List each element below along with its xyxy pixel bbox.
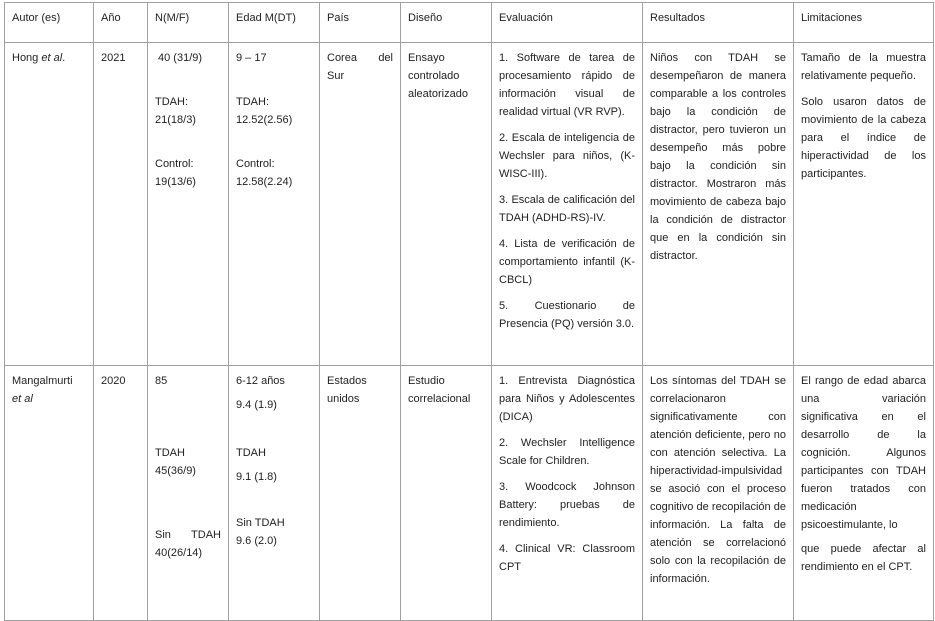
evaluation-item: 3. Escala de calificación del TDAH (ADHD-RS)-IV. <box>499 194 635 224</box>
table-container <box>4 2 934 621</box>
n-tdah: 21(18/3) <box>155 114 196 126</box>
header-results: Resultados <box>643 3 794 43</box>
n-tdah-label: TDAH <box>155 447 185 459</box>
n-sin-label: Sin TDAH <box>155 529 221 541</box>
cell-design: Estudio correlacional <box>401 366 492 621</box>
age-tdah-label: TDAH: <box>236 96 269 108</box>
age-tdah: 12.52(2.56) <box>236 114 293 126</box>
age-range: 6-12 años <box>236 375 285 387</box>
evaluation-item: 1. Software de tarea de procesamiento rápido de información visual de realidad virtual (VR RVP). <box>499 52 635 118</box>
author-name: Hong <box>12 52 39 64</box>
cell-design: Ensayo controlado aleatorizado <box>401 43 492 366</box>
cell-age <box>229 43 320 366</box>
n-total: 85 <box>155 375 168 387</box>
cell-country: Estados unidos <box>320 366 401 621</box>
header-n: N(M/F) <box>148 3 229 43</box>
n-tdah-label: TDAH: <box>155 96 188 108</box>
header-row <box>5 3 934 43</box>
cell-results: Los síntomas del TDAH se correlacionaron significativamente con atención deficiente, pero no con atención selectiva. La hiperactividad-impulsividad se asoció con el proceso cognitivo de recopilación de información. La falta de atención se correlacionó solo con la recopilación de información. <box>643 366 794 621</box>
age-tdah: 9.1 (1.8) <box>236 471 277 483</box>
limitation-item: El rango de edad abarca una variación significativa en el desarrollo de la cognición. Algunos participantes con TDAH fueron tratados con medicación psicoestimulante, lo <box>801 375 926 531</box>
cell-year: 2020 <box>94 366 148 621</box>
author-name: Mangalmurti <box>12 375 73 387</box>
evaluation-item: 1. Entrevista Diagnóstica para Niños y Adolescentes (DICA) <box>499 375 635 423</box>
age-tdah-label: TDAH <box>236 447 266 459</box>
age-sin-label: Sin TDAH <box>236 517 285 529</box>
evaluation-item: 2. Wechsler Intelligence Scale for Children. <box>499 437 635 467</box>
cell-limitations <box>794 366 934 621</box>
cell-country: Corea del Sur <box>320 43 401 366</box>
cell-results: Niños con TDAH se desempeñaron de manera comparable a los controles bajo la condición de distractor, pero tuvieron un desempeño más pobre bajo la condición sin distractor. Mostraron más movimiento de cabeza bajo la condición de distractor que en la condición sin distractor. <box>643 43 794 366</box>
limitation-item: Solo usaron datos de movimiento de la cabeza para el índice de hiperactividad de los participantes. <box>801 96 926 180</box>
author-etal: et al <box>12 393 33 405</box>
header-limitations: Limitaciones <box>794 3 934 43</box>
header-author: Autor (es) <box>5 3 94 43</box>
header-evaluation: Evaluación <box>492 3 643 43</box>
cell-author <box>5 43 94 366</box>
table-row <box>5 43 934 366</box>
cell-age <box>229 366 320 621</box>
limitation-item: que puede afectar al rendimiento en el CPT. <box>801 543 926 573</box>
cell-year: 2021 <box>94 43 148 366</box>
age-total: 9.4 (1.9) <box>236 399 277 411</box>
age-control: 12.58(2.24) <box>236 176 293 188</box>
author-etal: et al <box>41 52 63 64</box>
evaluation-item: 3. Woodcock Johnson Battery: pruebas de rendimiento. <box>499 481 635 529</box>
evaluation-item: 2. Escala de inteligencia de Wechsler para niños, (K-WISC-III). <box>499 132 635 180</box>
evaluation-item: 5. Cuestionario de Presencia (PQ) versión 3.0. <box>499 300 635 330</box>
cell-evaluation <box>492 366 643 621</box>
cell-n <box>148 366 229 621</box>
header-country: País <box>320 3 401 43</box>
studies-table <box>4 2 934 621</box>
author-suffix: . <box>62 52 66 64</box>
table-row <box>5 366 934 621</box>
header-age: Edad M(DT) <box>229 3 320 43</box>
evaluation-item: 4. Lista de verificación de comportamiento infantil (K-CBCL) <box>499 238 635 286</box>
limitation-item: Tamaño de la muestra relativamente pequeño. <box>801 52 926 82</box>
age-control-label: Control: <box>236 158 275 170</box>
cell-limitations <box>794 43 934 366</box>
evaluation-item: 4. Clinical VR: Classroom CPT <box>499 543 635 573</box>
n-control: 19(13/6) <box>155 176 196 188</box>
n-control-label: Control: <box>155 158 194 170</box>
cell-evaluation <box>492 43 643 366</box>
n-tdah: 45(36/9) <box>155 465 196 477</box>
age-sin: 9.6 (2.0) <box>236 535 277 547</box>
cell-n <box>148 43 229 366</box>
n-sin: 40(26/14) <box>155 547 203 559</box>
age-range: 9 – 17 <box>236 52 267 64</box>
n-total: 40 (31/9) <box>158 52 203 64</box>
header-design: Diseño <box>401 3 492 43</box>
cell-author <box>5 366 94 621</box>
header-year: Año <box>94 3 148 43</box>
